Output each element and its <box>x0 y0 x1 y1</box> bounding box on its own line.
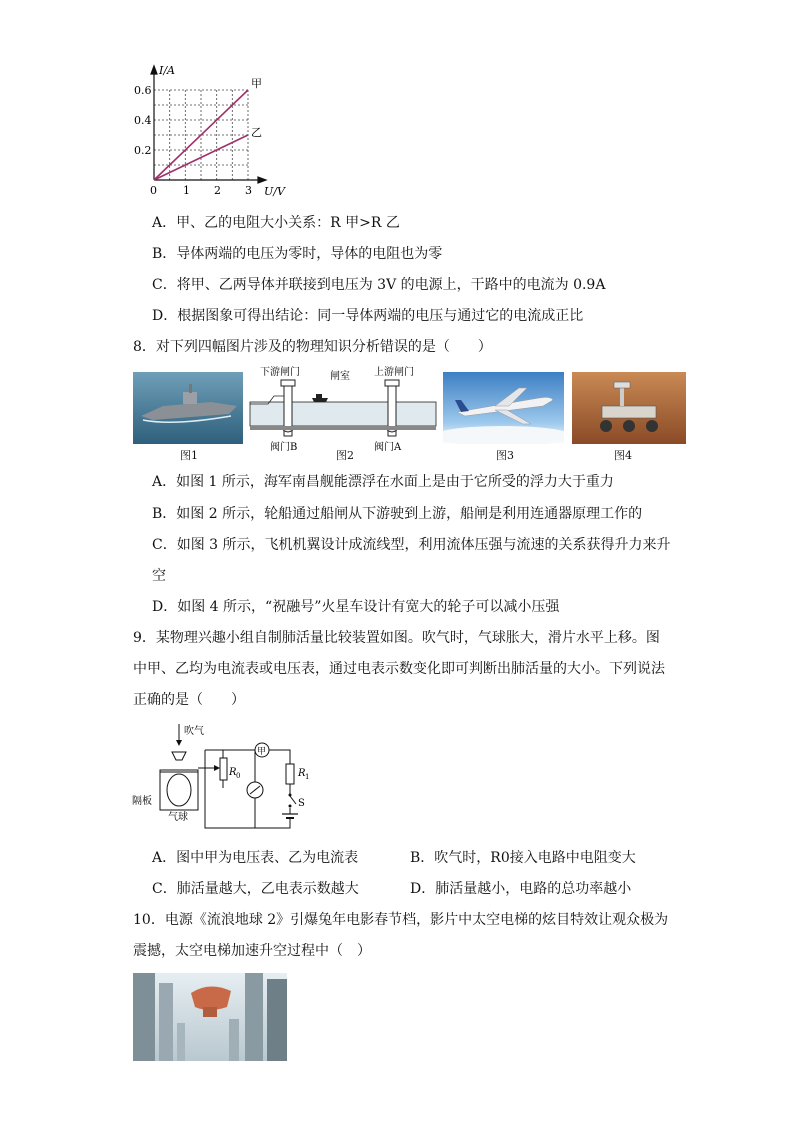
x-tick-1: 1 <box>183 184 190 197</box>
partition-label: 隔板 <box>132 796 152 807</box>
q7-option-a: A．甲、乙的电阻大小关系：R 甲>R 乙 <box>152 215 400 231</box>
blow-label: 吹气 <box>184 726 204 737</box>
r0-label: R <box>229 767 237 778</box>
x-axis-label: U/V <box>264 185 285 198</box>
r0-sub: 0 <box>236 772 241 780</box>
line-jia-label: 甲 <box>251 77 262 90</box>
x-tick-2: 2 <box>214 184 221 197</box>
meter-jia-label: 甲 <box>257 747 267 757</box>
q9-option-a: A．图中甲为电压表、乙为电流表 <box>152 850 359 866</box>
r1-label: R <box>298 768 306 779</box>
y-tick-0-4: 0.4 <box>134 114 152 127</box>
lung-capacity-circuit <box>132 720 332 835</box>
y-axis-label: I/A <box>159 64 175 77</box>
switch-label: S <box>298 798 305 809</box>
q8-option-c-line2: 空 <box>152 568 166 584</box>
space-elevator-still <box>133 973 287 1061</box>
fig4-caption: 图4 <box>614 449 632 462</box>
q10-stem-line1: 10．电源《流浪地球 2》引爆兔年电影春节档，影片中太空电梯的炫目特效让观众极为 <box>133 912 669 928</box>
x-tick-3: 3 <box>245 184 252 197</box>
balloon-label: 气球 <box>168 812 188 823</box>
valve-a-label: 阀门A <box>374 442 402 453</box>
q7-option-c: C．将甲、乙两导体并联接到电压为 3V 的电源上，干路中的电流为 0.9A <box>152 277 606 293</box>
fig2-caption: 图2 <box>336 449 354 462</box>
fig3-caption: 图3 <box>496 449 514 462</box>
q8-option-d: D．如图 4 所示，“祝融号”火星车设计有宽大的轮子可以减小压强 <box>152 599 560 615</box>
line-yi <box>154 135 248 180</box>
valve-b-label: 阀门B <box>270 442 298 453</box>
q10-stem-line2: 震撼，太空电梯加速升空过程中（ ） <box>133 943 371 959</box>
q8-option-b: B．如图 2 所示，轮船通过船闸从下游驶到上游，船闸是利用连通器原理工作的 <box>152 506 643 522</box>
q9-option-d: D．肺活量越小，电路的总功率越小 <box>410 881 632 897</box>
q9-stem-line3: 正确的是（ ） <box>133 692 245 708</box>
q7-option-d: D．根据图象可得出结论：同一导体两端的电压与通过它的电流成正比 <box>152 308 584 324</box>
current-voltage-graph <box>132 60 297 200</box>
q9-stem-line2: 中甲、乙均为电流表或电压表，通过电表示数变化即可判断出肺活量的大小。下列说法 <box>133 661 665 677</box>
x-tick-0: 0 <box>150 184 157 197</box>
upstream-gate-label: 上游闸门 <box>374 367 414 378</box>
q9-option-b: B．吹气时，R0接入电路中电阻变大 <box>410 850 636 866</box>
q8-option-a: A．如图 1 所示，海军南昌舰能漂浮在水面上是由于它所受的浮力大于重力 <box>152 474 614 490</box>
q8-stem: 8．对下列四幅图片涉及的物理知识分析错误的是（ ） <box>133 339 492 355</box>
x-axis-arrow <box>258 177 266 183</box>
chamber-label: 闸室 <box>330 371 350 382</box>
r1-sub: 1 <box>305 773 310 781</box>
airplane-photo <box>443 372 564 444</box>
warship-photo <box>133 372 243 444</box>
y-axis-arrow <box>151 66 157 74</box>
q9-stem-line1: 9．某物理兴趣小组自制肺活量比较装置如图。吹气时，气球胀大，滑片水平上移。图 <box>133 630 660 646</box>
fig1-caption: 图1 <box>180 449 198 462</box>
y-tick-0-2: 0.2 <box>134 144 152 157</box>
line-yi-label: 乙 <box>251 126 262 139</box>
q8-option-c-line1: C．如图 3 所示，飞机机翼设计成流线型，利用流体压强与流速的关系获得升力来升 <box>152 537 671 553</box>
mars-rover-photo <box>572 372 686 444</box>
y-tick-0-6: 0.6 <box>134 84 152 97</box>
q9-option-c: C．肺活量越大，乙电表示数越大 <box>152 881 359 897</box>
ship-lock-diagram <box>248 364 438 460</box>
downstream-gate-label: 下游闸门 <box>260 367 300 378</box>
q7-option-b: B．导体两端的电压为零时，导体的电阻也为零 <box>152 246 443 262</box>
